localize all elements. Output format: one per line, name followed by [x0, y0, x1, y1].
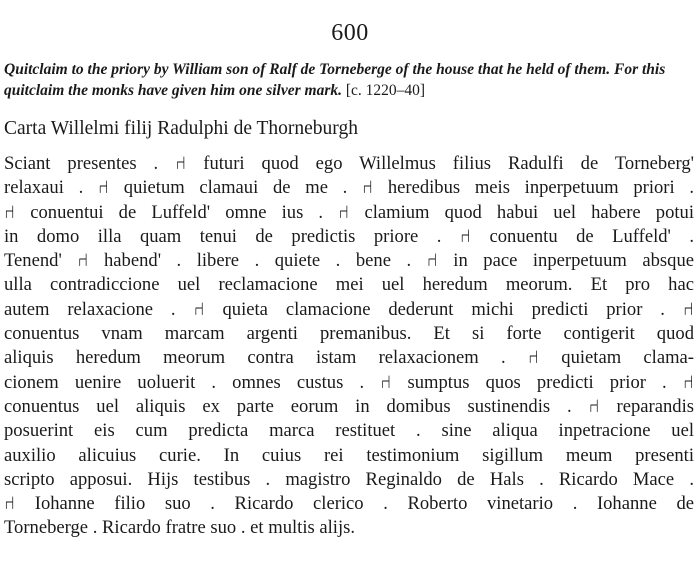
body-line: ⑁ Iohanne filio suo . Ricardo clerico . Roberto vinetario . Iohanne de	[4, 493, 694, 515]
body-line: cionem uenire uoluerit . omnes custus . ⑁ sumptus quos predicti prior . ⑁	[4, 371, 694, 393]
body-line: ⑁ conuentui de Luffeld' omne ius . ⑁ clamium quod habui uel habere potui	[4, 201, 694, 223]
body-line: conuentus uel aliquis ex parte eorum in domibus sustinendis . ⑁ reparandis	[4, 395, 694, 417]
body-line: in domo illa quam tenui de predictis priore . ⑁ conuentu de Luffeld' .	[4, 225, 694, 247]
body-line: Torneberge . Ricardo fratre suo . et multis alijs.	[4, 517, 356, 539]
body-line: Tenend' ⑁ habend' . libere . quiete . bene . ⑁ in pace inperpetuum absque	[4, 250, 694, 272]
body-line: scripto apposui. Hijs testibus . magistro Reginaldo de Hals . Ricardo Mace .	[4, 468, 694, 490]
charter-body	[4, 152, 694, 541]
body-line: auxilio alicuius curie. In cuius rei testimonium sigillum meum presenti	[4, 444, 694, 466]
document-summary	[4, 59, 696, 101]
body-line: autem relaxacione . ⑁ quieta clamacione dederunt michi predicti prior . ⑁	[4, 298, 694, 320]
body-line: aliquis heredum meorum contra istam relaxacionem . ⑁ quietam clama-	[4, 347, 694, 369]
body-line: posuerint eis cum predicta marca restituet . sine aliqua inpetracione uel	[4, 420, 694, 442]
summary-date: [c. 1220–40]	[345, 82, 426, 99]
charter-heading: Carta Willelmi filij Radulphi de Thorneburgh	[4, 118, 358, 139]
body-line: relaxaui . ⑁ quietum clamaui de me . ⑁ heredibus meis inperpetuum priori .	[4, 177, 694, 199]
body-line: Sciant presentes . ⑁ futuri quod ego Willelmus filius Radulfi de Torneberg'	[4, 153, 694, 174]
document-number: 600	[331, 20, 369, 46]
body-line: ulla contradiccione uel reclamacione mei uel heredum meorum. Et pro hac	[4, 274, 694, 296]
body-line: conuentus vnam marcam argenti premanibus. Et si forte contigerit quod	[4, 323, 694, 345]
summary-text: Quitclaim to the priory by William son of Ralf de Torneberge of the house that he held of them. For this quitclaim the monks have given him one silver mark.	[4, 61, 666, 99]
